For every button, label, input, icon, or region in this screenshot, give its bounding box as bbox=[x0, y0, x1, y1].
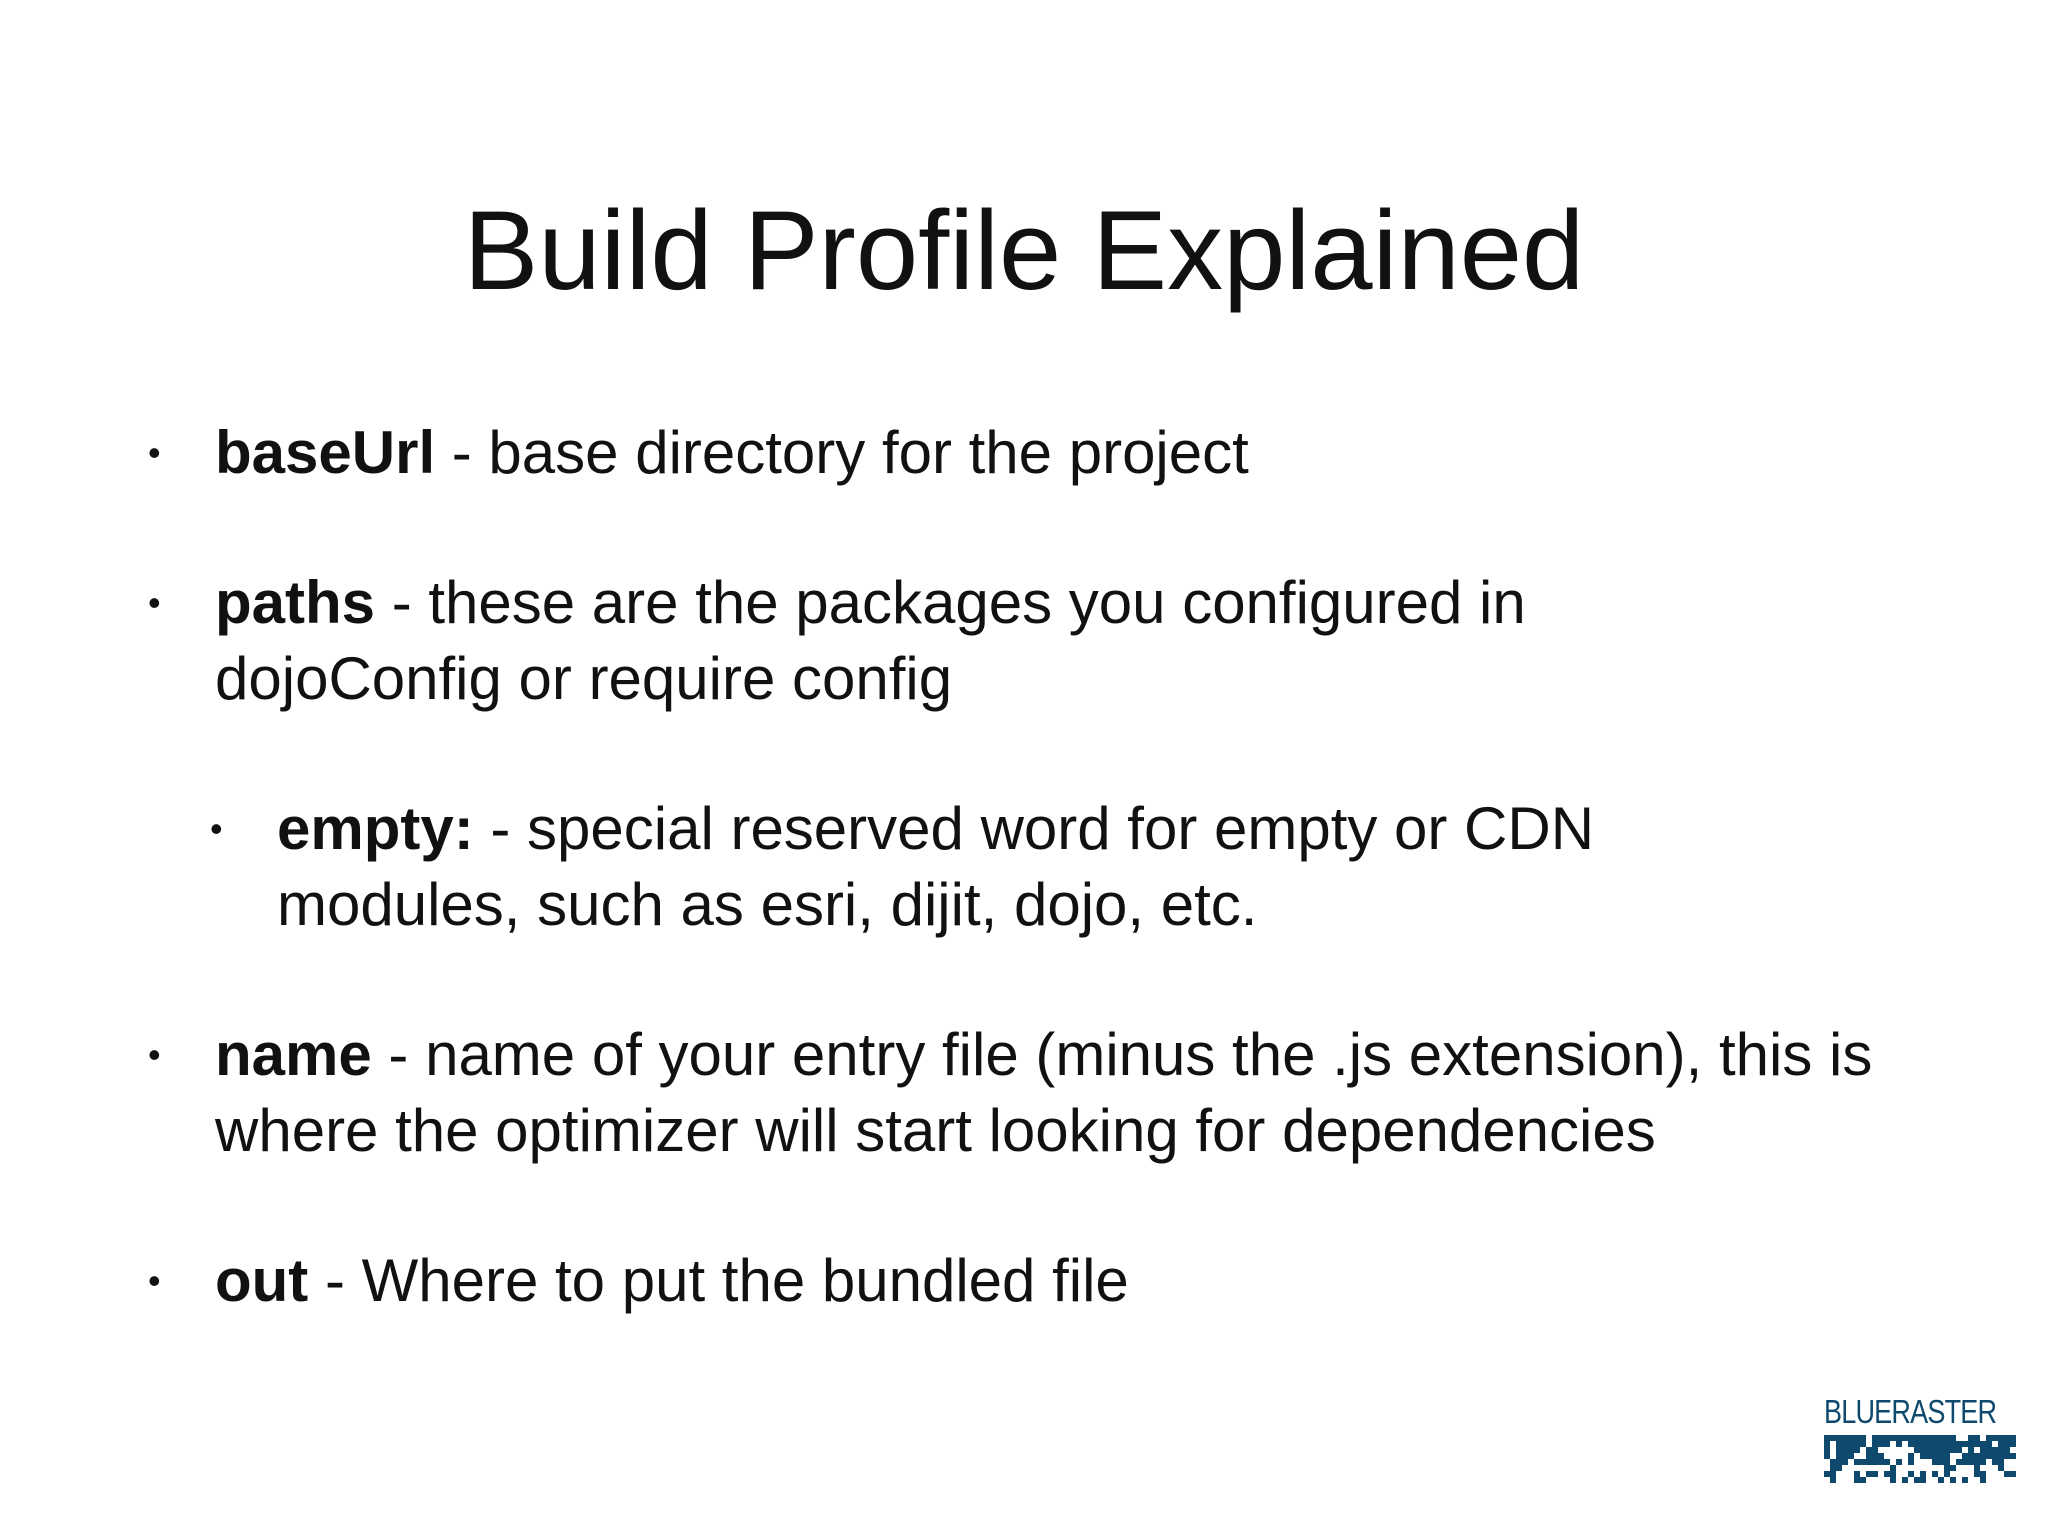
bullet-out bbox=[148, 1243, 1948, 1319]
bullet-marker: • bbox=[148, 582, 161, 623]
bullet-marker: • bbox=[210, 808, 223, 849]
bullet-empty bbox=[210, 791, 1777, 943]
logo-wordmark: BLUERASTER bbox=[1824, 1393, 1997, 1430]
bullet-text: - special reserved word for empty or CDN modules, such as esri, dijit, dojo, etc. bbox=[277, 795, 1595, 938]
bullet-text: - these are the packages you configured in dojoConfig or require config bbox=[215, 569, 1526, 712]
logo-pixel-pattern bbox=[1824, 1435, 2020, 1483]
bullet-paths bbox=[148, 565, 1695, 717]
bullet-term: name bbox=[215, 1021, 372, 1088]
bullet-term: baseUrl bbox=[215, 419, 436, 486]
bullet-term: empty: bbox=[277, 795, 474, 862]
bullet-marker: • bbox=[148, 1034, 161, 1075]
bullet-baseurl bbox=[148, 415, 1948, 491]
bullet-term: paths bbox=[215, 569, 376, 636]
blueraster-logo bbox=[1824, 1393, 2020, 1485]
bullet-marker: • bbox=[148, 432, 161, 473]
bullet-text: - Where to put the bundled file bbox=[308, 1247, 1129, 1314]
bullet-name bbox=[148, 1017, 1975, 1169]
bullet-marker: • bbox=[148, 1260, 161, 1301]
bullet-text: - base directory for the project bbox=[435, 419, 1249, 486]
slide-title: Build Profile Explained bbox=[463, 188, 1585, 313]
bullet-term: out bbox=[215, 1247, 309, 1314]
bullet-list bbox=[148, 415, 1948, 1319]
bullet-text: - name of your entry file (minus the .js extension), this is where the optimizer will start looking for dependencies bbox=[215, 1021, 1873, 1164]
